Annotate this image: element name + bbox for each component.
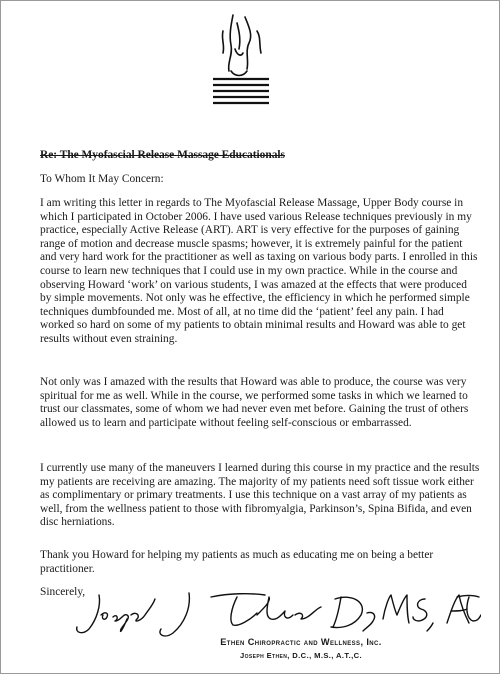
handwritten-signature — [61, 585, 481, 641]
letter-greeting: To Whom It May Concern: — [40, 173, 164, 185]
doctor-credentials: Joseph Ethen, D.C., M.S., A.T.,C. — [239, 651, 363, 660]
letter-subject: Re: The Myofascial Release Massage Educationals — [40, 149, 285, 161]
letter-paragraph: Not only was I amazed with the results that Howard was able to produce, the course was very spiritual for me as well. While in the course, we performed some tasks in which we learned to trust our classmates, some of whom we had never even met before. Gaining the trust of others allowed us to learn and participate without feeling self-conscious or embarrassed. — [40, 376, 469, 429]
letter-paragraph: I am writing this letter in regards to The Myofascial Release Massage, Upper Body course in which I participated in October 2006. I have used various Release techniques previously in my practice, especially Active Release (ART). ART is very effective for the purposes of gaining range of motion and decrease muscle spasms; however, it is extremely painful for the patient and very hard work for the practitioner as well as taxing on various body parts. I enrolled in this course to learn new techniques that I could use in my own practice. While in the course and observing Howard ‘work’ on various students, I was amazed at the effects that were produced by simple movements. Not only was he effective, the efficiency in which he performed simple techniques dumbfounded me. Most of all, at no time did the ‘patient’ feel any pain. I had worked so hard on some of my patients to obtain minimal results and Howard was able to get results without even straining. — [40, 197, 478, 345]
letter-closing: Sincerely, — [40, 586, 86, 598]
letter-paragraph: I currently use many of the maneuvers I learned during this course in my practice and the results my patients are receiving are amazing. The majority of my patients need soft tissue work either as complimentary or primary treatments. I use this technique on a vast array of my patients as well, from the wellness patient to those with fibromyalgia, Parkinson’s, Spina Bifida, and even disc herniations. — [40, 462, 480, 529]
human-figure-sketch-icon — [211, 9, 271, 109]
letter-paragraph: Thank you Howard for helping my patients as much as educating me on being a better practitioner. — [40, 549, 434, 575]
company-name: Ethen Chiropractic and Wellness, Inc. — [220, 637, 382, 647]
